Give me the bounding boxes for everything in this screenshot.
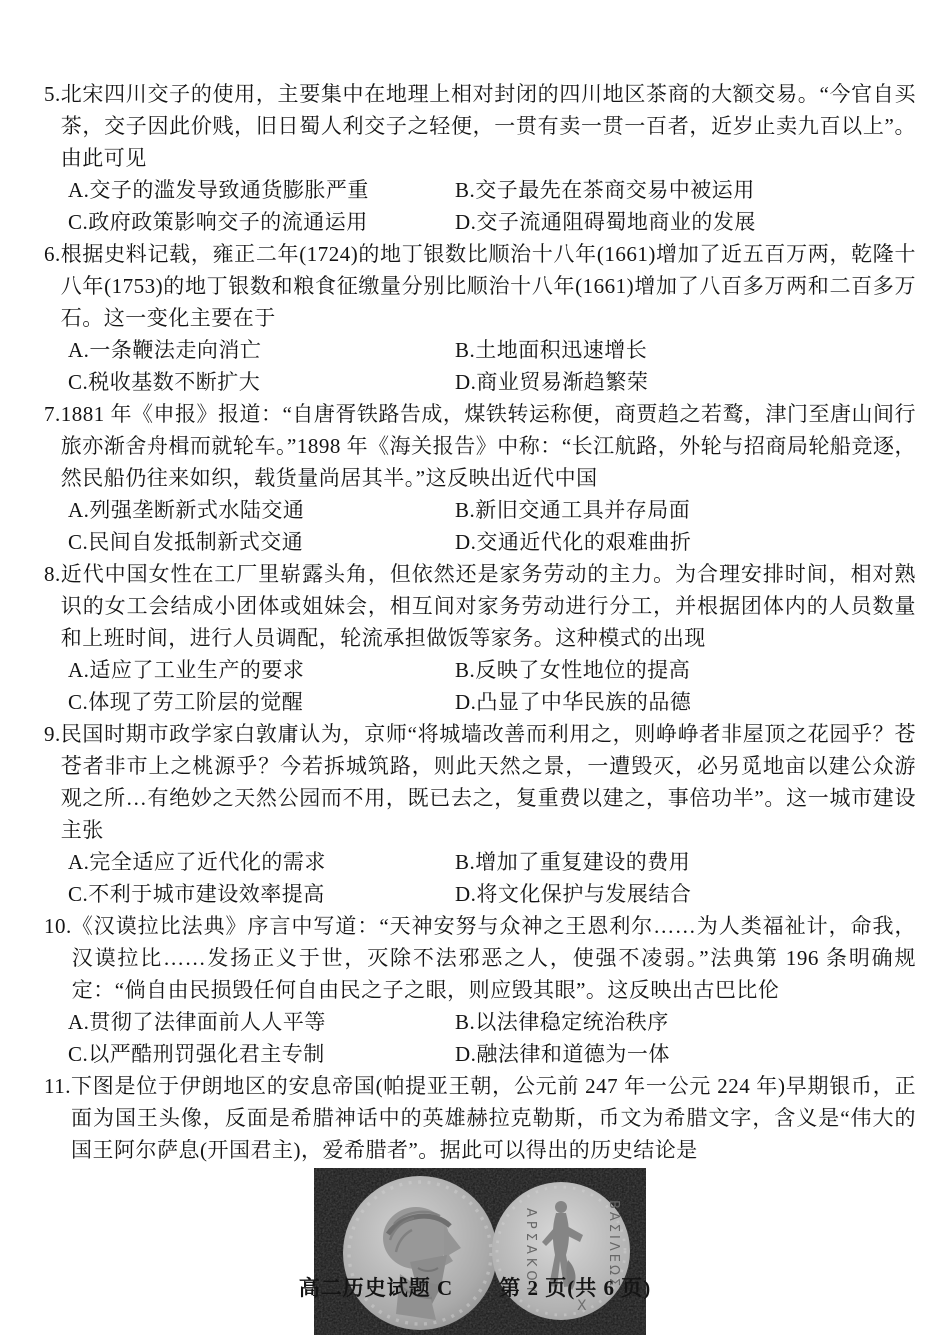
question-5 (44, 78, 916, 238)
option-c: C.不利于城市建设效率提高 (68, 882, 325, 906)
option-c: C.政府政策影响交子的流通运用 (68, 210, 368, 234)
question-8 (44, 558, 916, 718)
footer-doc-title: 高二历史试题 C (298, 1276, 454, 1300)
coin-inscription-left: ΑΡΣΑΚΟΥ (523, 1208, 538, 1297)
question-6-stem (44, 238, 916, 334)
question-6 (44, 238, 916, 398)
question-10-options (44, 1006, 916, 1070)
question-number: 7. (44, 402, 61, 426)
question-5-stem (44, 78, 916, 174)
option-d: D.融法律和道德为一体 (455, 1042, 670, 1066)
option-a: A.完全适应了近代化的需求 (68, 850, 326, 874)
option-b: B.交子最先在茶商交易中被运用 (455, 178, 755, 202)
option-b: B.以法律稳定统治秩序 (455, 1010, 669, 1034)
option-b: B.土地面积迅速增长 (455, 338, 648, 362)
question-stem-text: 下图是位于伊朗地区的安息帝国(帕提亚王朝，公元前 247 年一公元 224 年)早期银币，正面为国王头像，反面是希腊神话中的英雄赫拉克勒斯，币文为希腊文字，含义是“伟大的国王阿尔萨息(开国君主)，爱希腊者”。据此可以得出的历史结论是 (70, 1074, 916, 1162)
option-c: C.以严酷刑罚强化君主专制 (68, 1042, 325, 1066)
option-d: D.凸显了中华民族的品德 (455, 690, 692, 714)
question-number: 5. (44, 82, 61, 106)
question-8-options (44, 654, 916, 718)
question-number: 6. (44, 242, 61, 266)
question-9 (44, 718, 916, 910)
option-b: B.反映了女性地位的提高 (455, 658, 691, 682)
question-11-stem (44, 1070, 916, 1166)
option-a: A.一条鞭法走向消亡 (68, 338, 262, 362)
page-footer (0, 1272, 950, 1302)
king-portrait-coin (343, 1176, 497, 1330)
question-stem-text: 1881 年《申报》报道：“自唐胥铁路告成，煤铁转运称便，商贾趋之若鹜，津门至唐山间行旅亦渐舍舟楫而就轮车。”1898 年《海关报告》中称：“长江航路，外轮与招商局轮船竞逐，然民船仍往来如织，载货量尚居其半。”这反映出近代中国 (60, 402, 916, 490)
question-number: 11. (44, 1074, 71, 1098)
option-c: C.税收基数不断扩大 (68, 370, 261, 394)
coin-monogram: X (577, 1298, 587, 1314)
footer-page-number: 第 2 页(共 6 页) (499, 1276, 652, 1300)
question-number: 9. (44, 722, 61, 746)
option-c: C.体现了劳工阶层的觉醒 (68, 690, 304, 714)
option-d: D.交通近代化的艰难曲折 (455, 530, 692, 554)
question-8-stem (44, 558, 916, 654)
question-9-options (44, 846, 916, 910)
question-6-options (44, 334, 916, 398)
option-b: B.增加了重复建设的费用 (455, 850, 691, 874)
question-5-options (44, 174, 916, 238)
option-d: D.将文化保护与发展结合 (455, 882, 692, 906)
question-10-stem (44, 910, 916, 1006)
option-d: D.商业贸易渐趋繁荣 (455, 370, 649, 394)
option-c: C.民间自发抵制新式交通 (68, 530, 304, 554)
question-10 (44, 910, 916, 1070)
question-stem-text: 《汉谟拉比法典》序言中写道：“天神安努与众神之王恩利尔……为人类福祉计，命我，汉谟拉比……发扬正义于世，灭除不法邪恶之人，使强不凌弱。”法典第 196 条明确规定：“倘自由民损毁任何自由民之子之眼，则应毁其眼”。这反映出古巴比伦 (71, 914, 916, 1002)
question-stem-text: 民国时期市政学家白敦庸认为，京师“将城墙改善而利用之，则峥峥者非屋顶之花园乎？苍苍者非市上之桃源乎？今若拆城筑路，则此天然之景，一遭毁灭，必另觅地亩以建公众游观之所…有绝妙之天然公园而不用，既已去之，复重费以建之，事倍功半”。这一城市建设主张 (60, 722, 916, 842)
question-stem-text: 北宋四川交子的使用，主要集中在地理上相对封闭的四川地区茶商的大额交易。“今官自买茶，交子因此价贱，旧日蜀人利交子之轻便，一贯有卖一贯一百者，近岁止卖九百以上”。由此可见 (60, 82, 916, 170)
question-9-stem (44, 718, 916, 846)
option-d: D.交子流通阻碍蜀地商业的发展 (455, 210, 756, 234)
option-a: A.适应了工业生产的要求 (68, 658, 305, 682)
question-7-stem (44, 398, 916, 494)
question-stem-text: 近代中国女性在工厂里崭露头角，但依然还是家务劳动的主力。为合理安排时间，相对熟识的女工会结成小团体或姐妹会，相互间对家务劳动进行分工，并根据团体内的人员数量和上班时间，进行人员调配，轮流承担做饭等家务。这种模式的出现 (60, 562, 916, 650)
option-a: A.列强垄断新式水陆交通 (68, 498, 305, 522)
option-b: B.新旧交通工具并存局面 (455, 498, 691, 522)
question-number: 10. (44, 914, 72, 938)
question-7-options (44, 494, 916, 558)
coin-inscription-right: ΒΑΣΙΛΕΩΣ (606, 1200, 621, 1290)
question-stem-text: 根据史料记载，雍正二年(1724)的地丁银数比顺治十八年(1661)增加了近五百万两，乾隆十八年(1753)的地丁银数和粮食征缴量分别比顺治十八年(1661)增加了八百多万两和二百多万石。这一变化主要在于 (60, 242, 916, 330)
option-a: A.贯彻了法律面前人人平等 (68, 1010, 326, 1034)
question-11 (44, 1070, 916, 1166)
coin-photo (314, 1168, 646, 1335)
option-a: A.交子的滥发导致通货膨胀严重 (68, 178, 369, 202)
question-number: 8. (44, 562, 61, 586)
question-7 (44, 398, 916, 558)
